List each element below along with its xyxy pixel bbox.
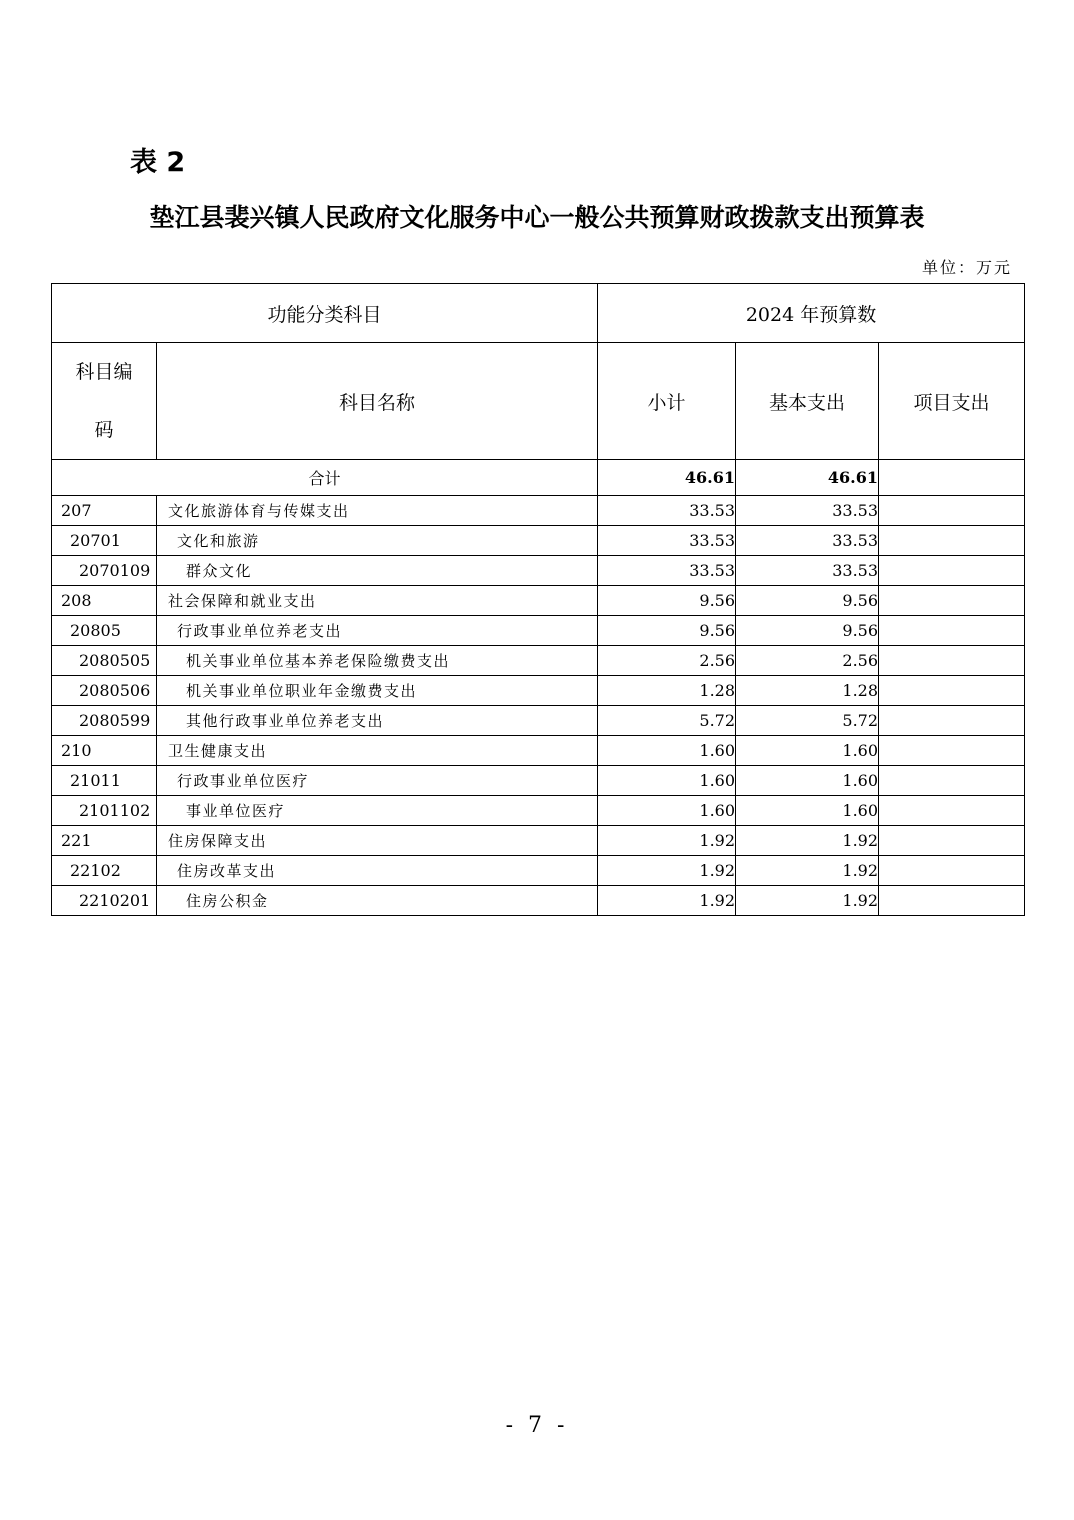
project-cell [879,856,1025,886]
name-cell: 社会保障和就业支出 [157,586,598,616]
code-cell: 210 [52,736,157,766]
code-cell: 2210201 [52,886,157,916]
code-cell: 20701 [52,526,157,556]
subtotal-cell: 33.53 [598,556,736,586]
subtotal-cell: 1.92 [598,886,736,916]
project-cell [879,766,1025,796]
code-cell: 2080506 [52,676,157,706]
total-subtotal: 46.61 [598,460,736,496]
unit-label: 单位：万元 [921,258,1012,277]
basic-cell: 1.28 [736,676,879,706]
name-cell: 住房改革支出 [157,856,598,886]
subtotal-cell: 33.53 [598,496,736,526]
code-cell: 2080599 [52,706,157,736]
name-cell: 文化旅游体育与传媒支出 [157,496,598,526]
code-cell: 20805 [52,616,157,646]
code-cell: 208 [52,586,157,616]
subtotal-cell: 1.60 [598,766,736,796]
name-cell: 事业单位医疗 [157,796,598,826]
subtotal-cell: 9.56 [598,586,736,616]
name-cell: 住房公积金 [157,886,598,916]
subtotal-cell: 2.56 [598,646,736,676]
table-row [52,706,1025,736]
col-basic-header: 基本支出 [736,343,879,460]
project-cell [879,496,1025,526]
subtotal-cell: 5.72 [598,706,736,736]
table-row [52,646,1025,676]
document-title: 垫江县裴兴镇人民政府文化服务中心一般公共预算财政拨款支出预算表 [149,203,925,232]
page-number: - 7 - [505,1413,569,1438]
total-project [879,460,1025,496]
basic-cell: 9.56 [736,616,879,646]
col-group-budget: 2024 年预算数 [598,284,1025,343]
subtotal-cell: 1.92 [598,856,736,886]
table-row [52,796,1025,826]
project-cell [879,826,1025,856]
project-cell [879,616,1025,646]
name-cell: 住房保障支出 [157,826,598,856]
basic-cell: 2.56 [736,646,879,676]
subtotal-cell: 1.28 [598,676,736,706]
col-code-header [52,343,157,460]
table-row [52,766,1025,796]
project-cell [879,586,1025,616]
col-project-header: 项目支出 [879,343,1025,460]
code-cell: 21011 [52,766,157,796]
name-cell: 其他行政事业单位养老支出 [157,706,598,736]
basic-cell: 9.56 [736,586,879,616]
basic-cell: 33.53 [736,556,879,586]
header-row-group [52,284,1025,343]
name-cell: 机关事业单位基本养老保险缴费支出 [157,646,598,676]
table-row [52,526,1025,556]
basic-cell: 33.53 [736,526,879,556]
name-cell: 群众文化 [157,556,598,586]
col-group-function: 功能分类科目 [52,284,598,343]
code-cell: 221 [52,826,157,856]
subtotal-cell: 1.60 [598,736,736,766]
table-row [52,886,1025,916]
name-cell: 机关事业单位职业年金缴费支出 [157,676,598,706]
subtotal-cell: 1.60 [598,796,736,826]
col-code-line1: 科目编 [75,361,133,383]
name-cell: 行政事业单位养老支出 [157,616,598,646]
code-cell: 22102 [52,856,157,886]
table-row [52,856,1025,886]
subtotal-cell: 9.56 [598,616,736,646]
table-row [52,616,1025,646]
project-cell [879,556,1025,586]
project-cell [879,736,1025,766]
basic-cell: 1.60 [736,766,879,796]
table-row [52,676,1025,706]
col-subtotal-header: 小计 [598,343,736,460]
table-row [52,826,1025,856]
basic-cell: 5.72 [736,706,879,736]
name-cell: 文化和旅游 [157,526,598,556]
subtotal-cell: 1.92 [598,826,736,856]
basic-cell: 1.60 [736,796,879,826]
col-name-header: 科目名称 [157,343,598,460]
table-row [52,586,1025,616]
basic-cell: 1.92 [736,826,879,856]
code-cell: 2101102 [52,796,157,826]
table-row [52,556,1025,586]
subtotal-cell: 33.53 [598,526,736,556]
total-label: 合计 [52,460,598,496]
basic-cell: 1.92 [736,886,879,916]
table-row [52,496,1025,526]
basic-cell: 33.53 [736,496,879,526]
project-cell [879,886,1025,916]
code-cell: 207 [52,496,157,526]
budget-table [51,283,1025,916]
code-cell: 2070109 [52,556,157,586]
header-row-columns [52,343,1025,460]
name-cell: 行政事业单位医疗 [157,766,598,796]
table-row [52,736,1025,766]
basic-cell: 1.60 [736,736,879,766]
table-label: 表 2 [130,147,186,178]
name-cell: 卫生健康支出 [157,736,598,766]
project-cell [879,706,1025,736]
col-code-line2: 码 [94,419,114,441]
project-cell [879,526,1025,556]
project-cell [879,796,1025,826]
project-cell [879,676,1025,706]
total-row [52,460,1025,496]
code-cell: 2080505 [52,646,157,676]
basic-cell: 1.92 [736,856,879,886]
total-basic: 46.61 [736,460,879,496]
project-cell [879,646,1025,676]
